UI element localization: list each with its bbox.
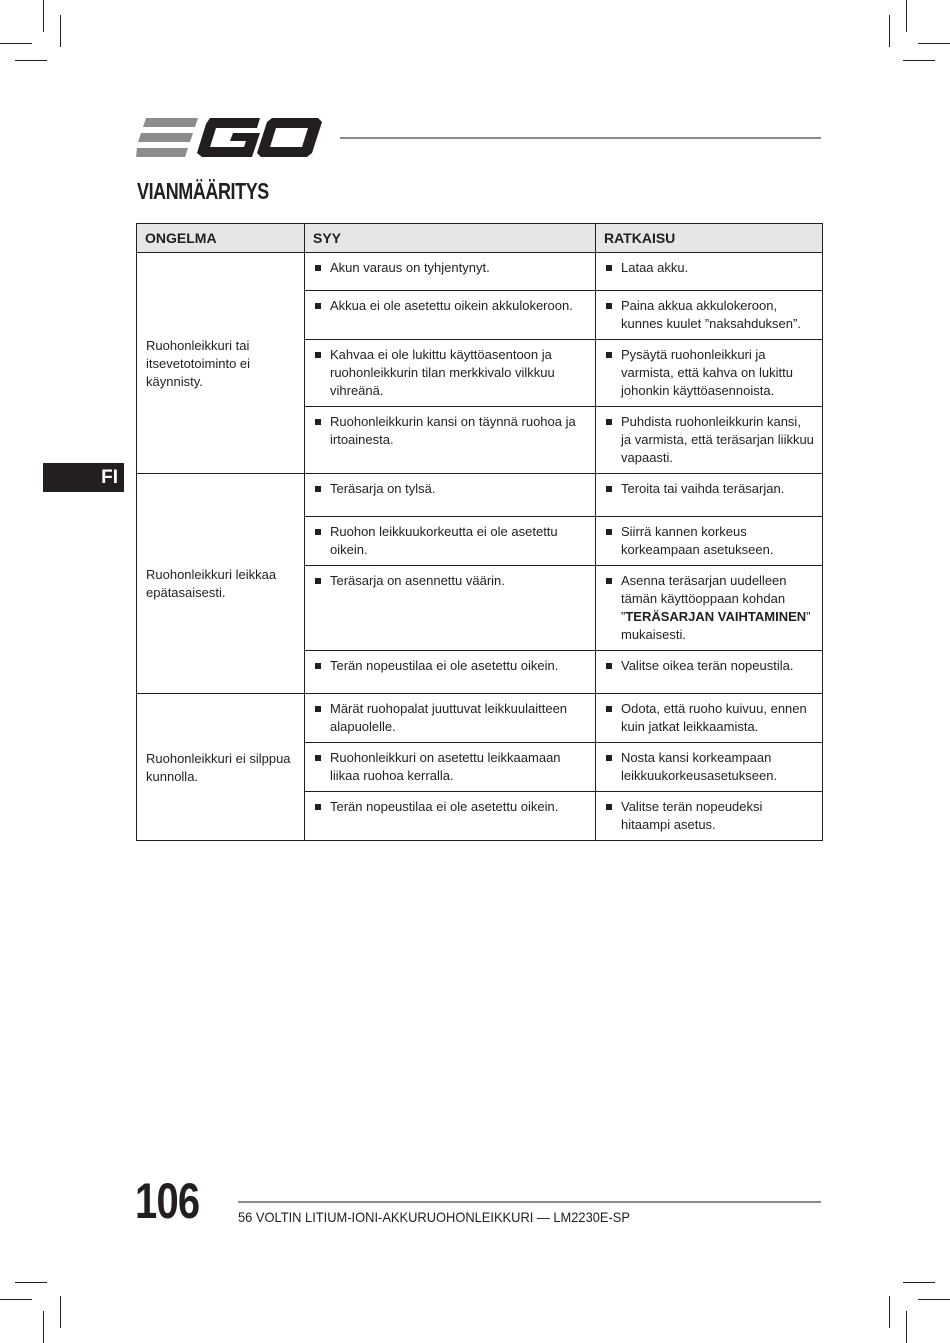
solution-text: Teroita tai vaihda teräsarjan. xyxy=(621,481,785,496)
crop-mark xyxy=(0,43,32,44)
cause-cell xyxy=(305,566,596,651)
cause-cell xyxy=(305,743,596,792)
solution-text: Nosta kansi korkeampaan leikkuukorkeusasetukseen. xyxy=(621,750,778,783)
cause-cell xyxy=(305,340,596,407)
bullet-icon xyxy=(606,303,612,309)
cause-text: Märät ruohopalat juuttuvat leikkuulaitteen alapuolelle. xyxy=(330,701,568,734)
crop-mark xyxy=(15,60,47,61)
header-rule xyxy=(340,137,821,139)
bullet-icon xyxy=(606,352,612,358)
cause-text: Kahvaa ei ole lukittu käyttöasentoon ja ruohonleikkurin tilan merkkivalo vilkkuu vihreänä. xyxy=(330,347,555,398)
solution-cell xyxy=(596,517,823,566)
solution-text: Odota, että ruoho kuivuu, ennen kuin jatkat leikkaamista. xyxy=(621,701,807,734)
bullet-icon xyxy=(315,529,321,535)
crop-mark xyxy=(43,1311,44,1343)
cause-cell xyxy=(305,291,596,340)
cause-text: Terän nopeustilaa ei ole asetettu oikein. xyxy=(330,799,559,814)
solution-cell xyxy=(596,651,823,694)
solution-text: Valitse oikea terän nopeustila. xyxy=(621,658,794,673)
cause-text: Ruohonleikkurin kansi on täynnä ruohoa ja irtoainesta. xyxy=(330,414,576,447)
solution-cell xyxy=(596,340,823,407)
solution-text: Paina akkua akkulokeroon, kunnes kuulet ”naksahduksen”. xyxy=(621,298,801,331)
solution-text: Lataa akku. xyxy=(621,260,689,275)
ego-logo xyxy=(136,116,322,160)
solution-text: Siirrä kannen korkeus korkeampaan asetukseen. xyxy=(621,524,774,557)
bullet-icon xyxy=(315,663,321,669)
solution-cell xyxy=(596,291,823,340)
solution-cell xyxy=(596,743,823,792)
table-row xyxy=(137,253,823,291)
bullet-icon xyxy=(315,419,321,425)
bullet-icon xyxy=(606,706,612,712)
header-solution: RATKAISU xyxy=(596,224,823,253)
header-problem: ONGELMA xyxy=(137,224,305,253)
header-cause: SYY xyxy=(305,224,596,253)
crop-mark xyxy=(60,1296,61,1328)
section-reference: TERÄSARJAN VAIHTAMINEN xyxy=(625,609,807,624)
crop-mark xyxy=(889,15,890,47)
crop-mark xyxy=(918,1299,950,1300)
crop-mark xyxy=(903,60,935,61)
bullet-icon xyxy=(315,804,321,810)
crop-mark xyxy=(889,1296,890,1328)
cause-text: Akun varaus on tyhjentynyt. xyxy=(330,260,490,275)
language-tab: FI xyxy=(43,463,124,492)
solution-text-end: ” mukaisesti. xyxy=(621,609,811,642)
solution-text: Valitse terän nopeudeksi hitaampi asetus. xyxy=(621,799,763,832)
troubleshooting-table xyxy=(136,223,823,841)
cause-cell xyxy=(305,517,596,566)
solution-cell xyxy=(596,253,823,291)
solution-text-start: Asenna teräsarjan uudelleen tämän käyttöoppaan kohdan ” xyxy=(621,573,787,624)
solution-cell xyxy=(596,407,823,474)
bullet-icon xyxy=(315,265,321,271)
solution-cell xyxy=(596,694,823,743)
bullet-icon xyxy=(315,486,321,492)
cause-cell xyxy=(305,474,596,517)
cause-cell xyxy=(305,407,596,474)
crop-mark xyxy=(0,1299,32,1300)
cause-cell xyxy=(305,694,596,743)
bullet-icon xyxy=(606,663,612,669)
crop-mark xyxy=(60,15,61,47)
bullet-icon xyxy=(606,486,612,492)
solution-cell xyxy=(596,474,823,517)
cause-cell xyxy=(305,651,596,694)
problem-cell: Ruohonleikkuri tai itsevetotoiminto ei käynnisty. xyxy=(137,253,305,474)
footer-rule xyxy=(238,1201,821,1203)
cause-text: Teräsarja on tylsä. xyxy=(330,481,436,496)
cause-text: Terän nopeustilaa ei ole asetettu oikein. xyxy=(330,658,559,673)
solution-cell xyxy=(596,566,823,651)
section-title: VIANMÄÄRITYS xyxy=(137,178,269,204)
bullet-icon xyxy=(315,706,321,712)
problem-cell: Ruohonleikkuri ei silppua kunnolla. xyxy=(137,694,305,841)
cause-text: Teräsarja on asennettu väärin. xyxy=(330,573,505,588)
crop-mark xyxy=(918,43,950,44)
bullet-icon xyxy=(606,419,612,425)
solution-text: Puhdista ruohonleikkurin kansi, ja varmista, että teräsarjan liikkuu vapaasti. xyxy=(621,414,814,465)
page-number: 106 xyxy=(135,1173,200,1229)
crop-mark xyxy=(15,1282,47,1283)
table-row xyxy=(137,694,823,743)
footer-text: 56 VOLTIN LITIUM-IONI-AKKURUOHONLEIKKURI — LM2230E-SP xyxy=(238,1209,630,1225)
bullet-icon xyxy=(315,755,321,761)
bullet-icon xyxy=(315,303,321,309)
crop-mark xyxy=(903,1282,935,1283)
bullet-icon xyxy=(606,529,612,535)
crop-mark xyxy=(906,1311,907,1343)
table-row xyxy=(137,474,823,517)
crop-mark xyxy=(906,0,907,32)
solution-text xyxy=(621,572,814,644)
cause-cell xyxy=(305,792,596,841)
bullet-icon xyxy=(606,578,612,584)
cause-text: Ruohon leikkuukorkeutta ei ole asetettu oikein. xyxy=(330,524,558,557)
solution-cell xyxy=(596,792,823,841)
bullet-icon xyxy=(606,755,612,761)
problem-cell: Ruohonleikkuri leikkaa epätasaisesti. xyxy=(137,474,305,694)
cause-text: Ruohonleikkuri on asetettu leikkaamaan liikaa ruohoa kerralla. xyxy=(330,750,561,783)
solution-text: Pysäytä ruohonleikkuri ja varmista, että kahva on lukittu johonkin käyttöasennoista. xyxy=(621,347,793,398)
crop-mark xyxy=(43,0,44,32)
cause-text: Akkua ei ole asetettu oikein akkulokeroon. xyxy=(330,298,573,313)
bullet-icon xyxy=(315,352,321,358)
cause-cell xyxy=(305,253,596,291)
bullet-icon xyxy=(606,804,612,810)
bullet-icon xyxy=(606,265,612,271)
table-header-row xyxy=(137,224,823,253)
bullet-icon xyxy=(315,578,321,584)
